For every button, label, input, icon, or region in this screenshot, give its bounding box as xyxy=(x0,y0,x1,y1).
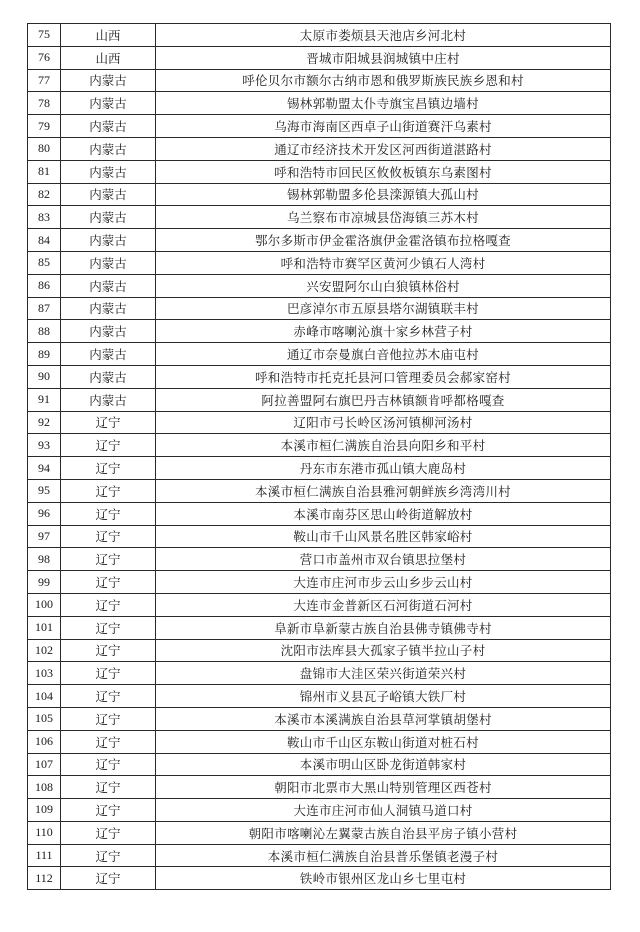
table-row xyxy=(28,525,611,548)
village-name-cell: 乌兰察布市凉城县岱海镇三苏木村 xyxy=(156,206,611,229)
table-row xyxy=(28,137,611,160)
row-number-cell: 77 xyxy=(28,69,61,92)
row-number-cell: 99 xyxy=(28,571,61,594)
village-name-cell: 大连市金普新区石河街道石河村 xyxy=(156,593,611,616)
province-cell: 内蒙古 xyxy=(61,388,156,411)
table-row xyxy=(28,571,611,594)
row-number-cell: 104 xyxy=(28,685,61,708)
province-cell: 山西 xyxy=(61,46,156,69)
row-number-cell: 87 xyxy=(28,297,61,320)
province-cell: 辽宁 xyxy=(61,571,156,594)
table-row xyxy=(28,320,611,343)
province-cell: 辽宁 xyxy=(61,434,156,457)
village-name-cell: 锡林郭勒盟太仆寺旗宝昌镇边墙村 xyxy=(156,92,611,115)
province-cell: 辽宁 xyxy=(61,799,156,822)
row-number-cell: 110 xyxy=(28,821,61,844)
province-cell: 内蒙古 xyxy=(61,229,156,252)
table-row xyxy=(28,229,611,252)
table-row xyxy=(28,730,611,753)
province-cell: 内蒙古 xyxy=(61,92,156,115)
row-number-cell: 106 xyxy=(28,730,61,753)
table-row xyxy=(28,365,611,388)
row-number-cell: 98 xyxy=(28,548,61,571)
table-row xyxy=(28,548,611,571)
table-row xyxy=(28,502,611,525)
village-name-cell: 锦州市义县瓦子峪镇大铁厂村 xyxy=(156,685,611,708)
row-number-cell: 85 xyxy=(28,251,61,274)
table-row xyxy=(28,115,611,138)
province-cell: 辽宁 xyxy=(61,593,156,616)
row-number-cell: 80 xyxy=(28,137,61,160)
village-name-cell: 大连市庄河市步云山乡步云山村 xyxy=(156,571,611,594)
table-row xyxy=(28,821,611,844)
table-row xyxy=(28,297,611,320)
province-cell: 辽宁 xyxy=(61,548,156,571)
village-name-cell: 盘锦市大洼区荣兴街道荣兴村 xyxy=(156,662,611,685)
village-name-cell: 呼和浩特市赛罕区黄河少镇石人湾村 xyxy=(156,251,611,274)
village-name-cell: 本溪市南芬区思山岭街道解放村 xyxy=(156,502,611,525)
row-number-cell: 83 xyxy=(28,206,61,229)
row-number-cell: 84 xyxy=(28,229,61,252)
row-number-cell: 102 xyxy=(28,639,61,662)
row-number-cell: 82 xyxy=(28,183,61,206)
village-name-cell: 铁岭市银州区龙山乡七里屯村 xyxy=(156,867,611,890)
village-name-cell: 朝阳市喀喇沁左翼蒙古族自治县平房子镇小营村 xyxy=(156,821,611,844)
village-name-cell: 本溪市桓仁满族自治县雅河朝鲜族乡湾湾川村 xyxy=(156,479,611,502)
province-cell: 辽宁 xyxy=(61,616,156,639)
province-cell: 内蒙古 xyxy=(61,343,156,366)
row-number-cell: 111 xyxy=(28,844,61,867)
province-cell: 辽宁 xyxy=(61,479,156,502)
province-cell: 辽宁 xyxy=(61,525,156,548)
village-name-cell: 通辽市经济技术开发区河西街道湛路村 xyxy=(156,137,611,160)
row-number-cell: 88 xyxy=(28,320,61,343)
row-number-cell: 101 xyxy=(28,616,61,639)
table-row xyxy=(28,479,611,502)
province-cell: 内蒙古 xyxy=(61,297,156,320)
table-row xyxy=(28,844,611,867)
table-row xyxy=(28,799,611,822)
table-row xyxy=(28,251,611,274)
row-number-cell: 90 xyxy=(28,365,61,388)
province-cell: 内蒙古 xyxy=(61,274,156,297)
row-number-cell: 107 xyxy=(28,753,61,776)
village-name-cell: 本溪市本溪满族自治县草河掌镇胡堡村 xyxy=(156,707,611,730)
province-cell: 辽宁 xyxy=(61,662,156,685)
province-cell: 内蒙古 xyxy=(61,320,156,343)
village-name-cell: 太原市娄烦县天池店乡河北村 xyxy=(156,24,611,47)
province-cell: 内蒙古 xyxy=(61,251,156,274)
village-name-cell: 鞍山市千山风景名胜区韩家峪村 xyxy=(156,525,611,548)
province-cell: 辽宁 xyxy=(61,502,156,525)
table-row xyxy=(28,183,611,206)
row-number-cell: 109 xyxy=(28,799,61,822)
table-row xyxy=(28,867,611,890)
village-name-cell: 阜新市阜新蒙古族自治县佛寺镇佛寺村 xyxy=(156,616,611,639)
province-cell: 内蒙古 xyxy=(61,69,156,92)
row-number-cell: 86 xyxy=(28,274,61,297)
table-row xyxy=(28,160,611,183)
province-cell: 内蒙古 xyxy=(61,365,156,388)
table-row xyxy=(28,24,611,47)
table-row xyxy=(28,274,611,297)
table-row xyxy=(28,69,611,92)
row-number-cell: 89 xyxy=(28,343,61,366)
table-row xyxy=(28,707,611,730)
row-number-cell: 96 xyxy=(28,502,61,525)
village-name-cell: 本溪市桓仁满族自治县普乐堡镇老漫子村 xyxy=(156,844,611,867)
province-cell: 辽宁 xyxy=(61,776,156,799)
table-row xyxy=(28,343,611,366)
row-number-cell: 91 xyxy=(28,388,61,411)
table-row xyxy=(28,639,611,662)
province-cell: 内蒙古 xyxy=(61,206,156,229)
village-name-cell: 鞍山市千山区东鞍山街道对桩石村 xyxy=(156,730,611,753)
village-name-cell: 鄂尔多斯市伊金霍洛旗伊金霍洛镇布拉格嘎查 xyxy=(156,229,611,252)
village-name-cell: 兴安盟阿尔山白狼镇林俗村 xyxy=(156,274,611,297)
row-number-cell: 78 xyxy=(28,92,61,115)
village-name-cell: 乌海市海南区西卓子山街道赛汗乌素村 xyxy=(156,115,611,138)
row-number-cell: 76 xyxy=(28,46,61,69)
province-cell: 辽宁 xyxy=(61,821,156,844)
row-number-cell: 105 xyxy=(28,707,61,730)
row-number-cell: 94 xyxy=(28,457,61,480)
province-cell: 山西 xyxy=(61,24,156,47)
village-name-cell: 辽阳市弓长岭区汤河镇柳河汤村 xyxy=(156,411,611,434)
row-number-cell: 93 xyxy=(28,434,61,457)
row-number-cell: 97 xyxy=(28,525,61,548)
province-cell: 辽宁 xyxy=(61,411,156,434)
province-cell: 辽宁 xyxy=(61,457,156,480)
row-number-cell: 79 xyxy=(28,115,61,138)
table-row xyxy=(28,457,611,480)
province-cell: 辽宁 xyxy=(61,685,156,708)
table-row xyxy=(28,206,611,229)
table-row xyxy=(28,411,611,434)
village-name-cell: 朝阳市北票市大黑山特别管理区西苍村 xyxy=(156,776,611,799)
table-row xyxy=(28,662,611,685)
village-name-cell: 赤峰市喀喇沁旗十家乡林营子村 xyxy=(156,320,611,343)
village-list-table xyxy=(27,23,611,890)
row-number-cell: 95 xyxy=(28,479,61,502)
table-body xyxy=(28,24,611,890)
village-name-cell: 营口市盖州市双台镇思拉堡村 xyxy=(156,548,611,571)
table-row xyxy=(28,92,611,115)
village-name-cell: 巴彦淖尔市五原县塔尔湖镇联丰村 xyxy=(156,297,611,320)
village-name-cell: 大连市庄河市仙人洞镇马道口村 xyxy=(156,799,611,822)
table-row xyxy=(28,685,611,708)
table-row xyxy=(28,776,611,799)
village-name-cell: 通辽市奈曼旗白音他拉苏木庙屯村 xyxy=(156,343,611,366)
village-name-cell: 本溪市桓仁满族自治县向阳乡和平村 xyxy=(156,434,611,457)
province-cell: 内蒙古 xyxy=(61,160,156,183)
province-cell: 辽宁 xyxy=(61,730,156,753)
province-cell: 辽宁 xyxy=(61,753,156,776)
row-number-cell: 108 xyxy=(28,776,61,799)
province-cell: 内蒙古 xyxy=(61,137,156,160)
village-name-cell: 本溪市明山区卧龙街道韩家村 xyxy=(156,753,611,776)
village-name-cell: 丹东市东港市孤山镇大鹿岛村 xyxy=(156,457,611,480)
row-number-cell: 92 xyxy=(28,411,61,434)
province-cell: 内蒙古 xyxy=(61,115,156,138)
province-cell: 辽宁 xyxy=(61,707,156,730)
row-number-cell: 103 xyxy=(28,662,61,685)
row-number-cell: 81 xyxy=(28,160,61,183)
row-number-cell: 100 xyxy=(28,593,61,616)
village-name-cell: 晋城市阳城县润城镇中庄村 xyxy=(156,46,611,69)
village-name-cell: 呼伦贝尔市额尔古纳市恩和俄罗斯族民族乡恩和村 xyxy=(156,69,611,92)
table-row xyxy=(28,46,611,69)
village-name-cell: 锡林郭勒盟多伦县滦源镇大孤山村 xyxy=(156,183,611,206)
province-cell: 辽宁 xyxy=(61,844,156,867)
village-name-cell: 阿拉善盟阿右旗巴丹吉林镇额肯呼都格嘎查 xyxy=(156,388,611,411)
row-number-cell: 112 xyxy=(28,867,61,890)
village-name-cell: 呼和浩特市回民区攸攸板镇东乌素图村 xyxy=(156,160,611,183)
table-row xyxy=(28,616,611,639)
province-cell: 内蒙古 xyxy=(61,183,156,206)
village-name-cell: 呼和浩特市托克托县河口管理委员会郝家窑村 xyxy=(156,365,611,388)
province-cell: 辽宁 xyxy=(61,639,156,662)
table-row xyxy=(28,753,611,776)
village-name-cell: 沈阳市法库县大孤家子镇半拉山子村 xyxy=(156,639,611,662)
province-cell: 辽宁 xyxy=(61,867,156,890)
table-row xyxy=(28,434,611,457)
table-row xyxy=(28,593,611,616)
row-number-cell: 75 xyxy=(28,24,61,47)
table-row xyxy=(28,388,611,411)
